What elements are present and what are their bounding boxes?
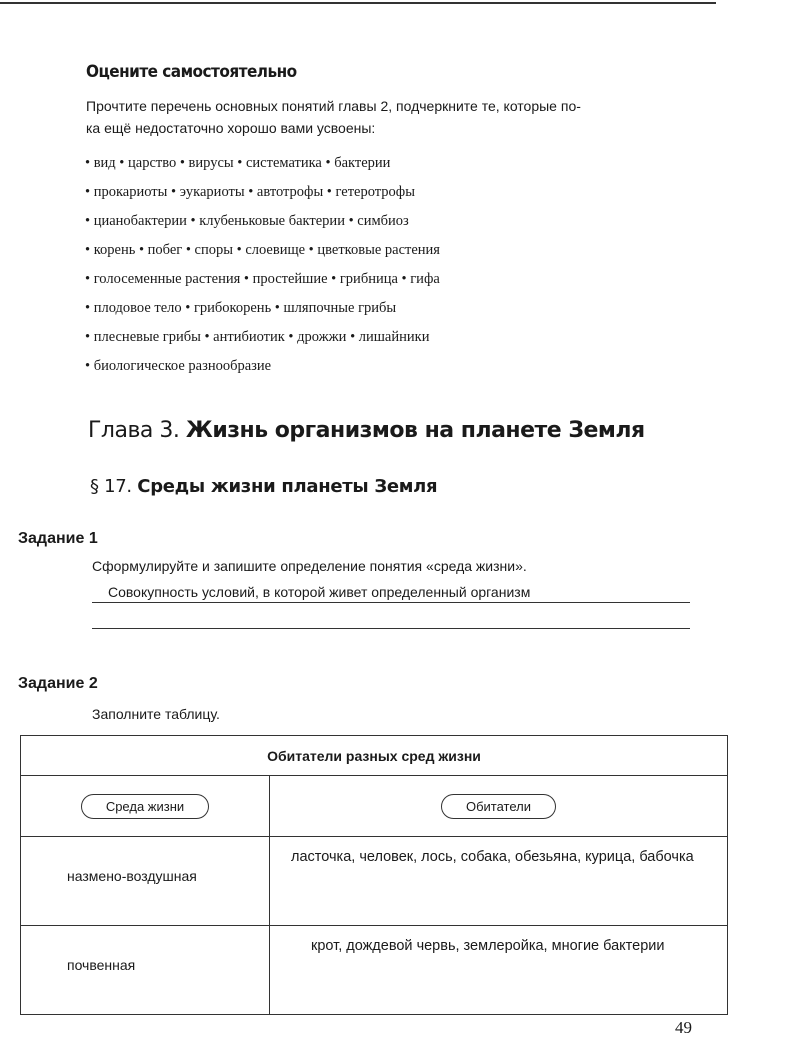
table-header-row: [21, 776, 728, 837]
inhabitants-cell[interactable]: [270, 926, 728, 1015]
environment-text: назмено-воздушная: [67, 868, 197, 884]
environment-cell[interactable]: [21, 926, 270, 1015]
terms-line: • прокариоты • эукариоты • автотрофы • гетеротрофы: [85, 184, 415, 200]
section-name: Среды жизни планеты Земля: [137, 476, 438, 497]
terms-line: • плодовое тело • грибокорень • шляпочные грибы: [85, 300, 397, 316]
header-cell: [21, 776, 270, 837]
section-title: [90, 476, 437, 497]
section-prefix: § 17.: [90, 476, 132, 497]
top-rule: [0, 2, 716, 4]
inhabitants-cell[interactable]: [270, 837, 728, 926]
environment-cell[interactable]: [21, 837, 270, 926]
header-inhabitants: Обитатели: [441, 794, 556, 819]
terms-line: • голосеменные растения • простейшие • грибница • гифа: [85, 271, 440, 287]
habitats-table: [20, 735, 728, 1015]
table-row: [21, 926, 728, 1015]
inhabitants-text: ласточка, человек, лось, собака, обезьяна, курица, бабочка: [291, 849, 694, 865]
inhabitants-text: крот, дождевой червь, землеройка, многие бактерии: [311, 938, 665, 954]
self-check-instruction: [86, 95, 581, 139]
table-title: Обитатели разных сред жизни: [21, 736, 728, 776]
environment-text: почвенная: [67, 957, 136, 973]
task1-blank-line[interactable]: [92, 628, 690, 629]
chapter-name: Жизнь организмов на планете Земля: [185, 418, 645, 443]
terms-line: • цианобактерии • клубеньковые бактерии • симбиоз: [85, 213, 409, 229]
task2-label: Задание 2: [18, 675, 98, 692]
instruction-line: Прочтите перечень основных понятий главы 2, подчеркните те, которые по-: [86, 98, 581, 114]
page-number: 49: [675, 1018, 692, 1037]
task1-instruction: Сформулируйте и запишите определение понятия «среда жизни».: [92, 558, 527, 574]
chapter-title: [88, 418, 645, 443]
terms-line: • плесневые грибы • антибиотик • дрожжи • лишайники: [85, 329, 430, 345]
header-environment: Среда жизни: [81, 794, 209, 819]
terms-line: • корень • побег • споры • слоевище • цветковые растения: [85, 242, 440, 258]
self-check-heading: Оцените самостоятельно: [86, 62, 297, 82]
chapter-prefix: Глава 3.: [88, 418, 180, 443]
table-row: [21, 837, 728, 926]
task1-label: Задание 1: [18, 530, 98, 547]
terms-line: • биологическое разнообразие: [85, 358, 272, 374]
task2-instruction: Заполните таблицу.: [92, 706, 220, 722]
terms-line: • вид • царство • вирусы • систематика • бактерии: [85, 155, 391, 171]
header-cell: [270, 776, 728, 837]
instruction-line: ка ещё недостаточно хорошо вами усвоены:: [86, 120, 376, 136]
task1-answer-line[interactable]: Совокупность условий, в которой живет определенный организм: [92, 584, 690, 603]
terms-list: [85, 155, 440, 387]
